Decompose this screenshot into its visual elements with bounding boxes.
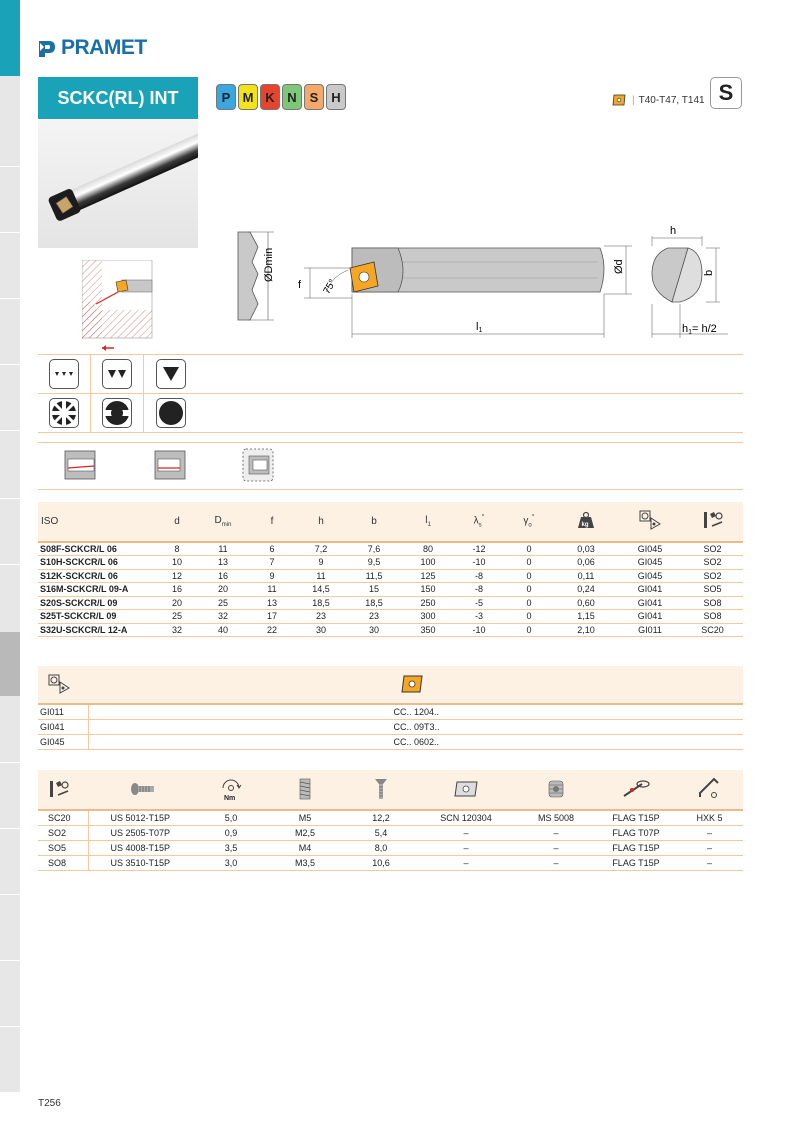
table-cell: SO5 <box>38 840 88 855</box>
table-cell: 11 <box>218 544 228 554</box>
table-cell: 7,6 <box>367 544 381 554</box>
roughing-triangle-icon <box>156 359 186 389</box>
table-cell: 3,0 <box>224 857 238 868</box>
insert-reference <box>612 94 705 106</box>
col-d: d <box>174 516 180 527</box>
current-section-tab[interactable] <box>0 632 20 696</box>
table-cell: SO2 <box>703 544 722 554</box>
table-cell: GI045 <box>637 557 663 568</box>
table-cell: S25T-SCKCR/L 09 <box>40 611 117 622</box>
col-thread <box>264 770 346 810</box>
table-cell: 0 <box>526 584 532 595</box>
table-cell: GI011 <box>638 624 662 635</box>
table-cell: SO8 <box>703 597 722 608</box>
table-cell: HXK 5 <box>696 812 723 823</box>
table-cell: US 2505-T07P <box>110 827 171 838</box>
parts-row <box>38 855 743 870</box>
table-cell: GI041 <box>38 719 88 734</box>
table-cell: 7 <box>269 557 275 568</box>
material-k-badge: K <box>260 84 280 110</box>
weight-kg-icon <box>577 511 595 529</box>
table-cell: 0 <box>526 557 532 568</box>
svg-text:kg: kg <box>581 522 589 528</box>
table-cell: S10H-SCKCR/L 06 <box>40 557 118 568</box>
table-cell: SO2 <box>703 557 722 568</box>
table-cell: 0 <box>526 570 532 581</box>
product-title: SCKC(RL) INT <box>38 77 198 119</box>
material-n-badge: N <box>282 84 302 110</box>
hex-key-icon <box>698 777 722 801</box>
table-cell: 5,4 <box>374 827 388 838</box>
table-cell: GI045 <box>38 734 88 749</box>
table-cell: S32U-SCKCR/L 12-A <box>40 624 128 635</box>
col-hex-key <box>676 770 743 810</box>
table-cell: 6 <box>269 544 275 554</box>
table-cell: 8 <box>174 544 180 554</box>
table-cell: 40 <box>217 624 228 635</box>
grade-table-header <box>38 666 743 704</box>
table-cell: GI041 <box>637 584 663 595</box>
table-row <box>38 596 743 610</box>
table-cell: SO5 <box>703 584 722 595</box>
b-label: b <box>703 269 715 276</box>
col-insert <box>618 502 682 542</box>
interrupted-cut-icon <box>49 398 79 428</box>
table-cell: 14,5 <box>312 584 330 595</box>
semi-interrupted-cut-icon <box>102 398 132 428</box>
shim-icon <box>454 780 478 798</box>
table-cell: 350 <box>420 624 436 635</box>
torque-icon <box>218 776 244 802</box>
table-cell: 13 <box>266 597 277 608</box>
application-sketch <box>82 260 154 352</box>
table-cell: US 5012-T15P <box>110 812 171 823</box>
table-cell: 0,24 <box>577 584 595 595</box>
table-row <box>38 542 743 556</box>
table-cell: – <box>463 827 469 838</box>
active-chapter-tab[interactable] <box>0 0 20 76</box>
table-cell: SO2 <box>38 825 88 840</box>
table-cell: 0,03 <box>577 544 595 554</box>
grade-row <box>38 734 743 749</box>
spare-parts-icon <box>702 510 724 530</box>
table-cell: 0 <box>526 624 532 635</box>
parts-row <box>38 810 743 825</box>
hole-type-row <box>38 442 743 490</box>
shim-screw-icon <box>545 778 567 800</box>
table-cell: 100 <box>420 557 436 568</box>
rhombic-insert-icon <box>612 94 626 106</box>
not-recommended-hole-icon <box>242 448 274 482</box>
col-shim <box>416 770 516 810</box>
col-key <box>596 770 676 810</box>
table-cell: SC20 <box>38 810 88 825</box>
table-cell: 11 <box>316 570 326 581</box>
table-cell: SCN 120304 <box>440 812 492 823</box>
table-cell: 9 <box>269 570 275 581</box>
table-cell: 25 <box>171 611 182 622</box>
table-row <box>38 623 743 637</box>
table-cell: 125 <box>420 570 436 581</box>
page-number: T256 <box>38 1098 61 1109</box>
col-dmin: $D_{min}$ <box>214 515 232 528</box>
side-chapter-strip <box>0 0 20 1092</box>
table-cell: 13 <box>217 557 228 568</box>
table-cell: M4 <box>298 842 312 853</box>
angle-label: 75° <box>321 277 339 297</box>
table-cell: 18,5 <box>312 597 330 608</box>
material-groups <box>216 84 346 110</box>
parts-row <box>38 840 743 855</box>
table-cell: S16M-SCKCR/L 09-A <box>40 584 129 595</box>
table-cell: US 4008-T15P <box>110 842 171 853</box>
table-cell: 0,11 <box>577 570 595 581</box>
material-s-badge: S <box>304 84 324 110</box>
table-cell: – <box>463 857 469 868</box>
table-cell: 20 <box>217 584 228 595</box>
spare-parts-icon <box>48 779 70 799</box>
table-cell: 8,0 <box>374 842 388 853</box>
table-cell: – <box>706 857 712 868</box>
table-cell: 23 <box>368 611 379 622</box>
table-cell: 0,60 <box>577 597 595 608</box>
table-cell: GI045 <box>637 544 663 554</box>
table-cell: M2,5 <box>294 827 315 838</box>
table-cell: GI011 <box>38 704 88 719</box>
tool-dimensions-table <box>38 502 743 637</box>
table-cell: 2,10 <box>577 624 595 635</box>
table-cell: 23 <box>315 611 326 622</box>
table-header <box>38 502 743 542</box>
col-torque <box>198 770 264 810</box>
table-cell: -8 <box>474 570 483 581</box>
continuous-cut-icon <box>156 398 186 428</box>
table-cell: M3,5 <box>294 857 315 868</box>
table-cell: 5,0 <box>224 812 238 823</box>
table-cell: 3,5 <box>224 842 238 853</box>
screw-icon <box>130 782 156 796</box>
col-insert-shape <box>88 666 743 704</box>
table-cell: FLAG T15P <box>612 857 660 868</box>
col-screw-length <box>346 770 416 810</box>
table-cell: M5 <box>298 812 312 823</box>
col-l1: $l_1$ <box>425 515 431 528</box>
table-cell: – <box>553 842 559 853</box>
table-cell: FLAG T07P <box>612 827 660 838</box>
insert-grade-table <box>38 666 743 750</box>
table-cell: 10 <box>171 557 182 568</box>
table-cell: SC20 <box>701 624 724 635</box>
table-cell: 17 <box>266 611 277 622</box>
table-cell: 0,9 <box>224 827 238 838</box>
insert-gauge-icon <box>639 510 661 530</box>
table-cell: CC.. 0602.. <box>393 736 440 747</box>
table-cell: 80 <box>422 544 433 554</box>
table-cell: -5 <box>474 597 483 608</box>
table-cell: 32 <box>217 611 228 622</box>
grade-row <box>38 704 743 719</box>
d-label: Ød <box>613 259 625 274</box>
table-cell: S20S-SCKCR/L 09 <box>40 597 118 608</box>
table-cell: 9,5 <box>367 557 381 568</box>
insert-reference-text: T40-T47, T141 <box>638 94 705 106</box>
col-b: b <box>371 516 377 527</box>
s-badge: S <box>710 77 742 109</box>
col-gamma: $\gamma_o^\circ$ <box>523 514 535 529</box>
table-cell: FLAG T15P <box>612 842 660 853</box>
table-cell: 12 <box>171 570 182 581</box>
table-cell: 16 <box>217 570 228 581</box>
table-row <box>38 556 743 570</box>
table-cell: GI041 <box>637 611 663 622</box>
table-cell: S08F-SCKCR/L 06 <box>40 544 117 554</box>
table-cell: US 3510-T15P <box>110 857 171 868</box>
thread-icon <box>298 778 312 800</box>
table-row <box>38 569 743 583</box>
table-cell: – <box>553 827 559 838</box>
table-cell: -10 <box>472 624 486 635</box>
torque-nm-label: Nm <box>224 794 236 802</box>
table-row <box>38 610 743 624</box>
col-f: f <box>270 516 274 527</box>
col-spare-parts <box>682 502 743 542</box>
h-label: h <box>670 225 677 237</box>
table-cell: 22 <box>266 624 277 635</box>
table-cell: 0 <box>526 544 532 554</box>
table-cell: -12 <box>472 544 486 554</box>
table-cell: 12,2 <box>372 812 390 823</box>
rhombic-insert-icon <box>401 675 423 693</box>
dmin-label: ØDmin <box>263 247 275 282</box>
blind-hole-icon <box>154 450 186 480</box>
table-cell: 11 <box>267 584 277 595</box>
table-cell: SO8 <box>38 855 88 870</box>
table-cell: CC.. 1204.. <box>393 706 440 717</box>
table-cell: – <box>553 857 559 868</box>
l1-label: l1 <box>476 321 483 334</box>
table-cell: 32 <box>171 624 182 635</box>
table-cell: SO2 <box>703 570 722 581</box>
table-cell: GI045 <box>637 570 663 581</box>
f-label: f <box>298 279 302 291</box>
table-cell: 25 <box>217 597 228 608</box>
material-m-badge: M <box>238 84 258 110</box>
table-row <box>38 583 743 597</box>
pramet-logo-mark-icon <box>38 38 58 58</box>
torx-key-icon <box>622 778 650 800</box>
table-cell: 7,2 <box>314 544 328 554</box>
col-iso: ISO <box>41 516 59 527</box>
table-cell: 0 <box>526 611 532 622</box>
table-cell: 250 <box>420 597 436 608</box>
table-cell: FLAG T15P <box>612 812 660 823</box>
table-cell: 15 <box>368 584 379 595</box>
col-shim-screw <box>516 770 596 810</box>
pramet-logo <box>38 36 147 60</box>
medium-triangles-icon <box>102 359 132 389</box>
table-cell: 30 <box>368 624 379 635</box>
table-cell: MS 5008 <box>537 812 575 823</box>
spare-parts-table <box>38 770 743 871</box>
col-h: h <box>318 516 324 527</box>
table-cell: 30 <box>315 624 326 635</box>
col-weight <box>554 502 618 542</box>
table-cell: 16 <box>171 584 182 595</box>
screw-length-icon <box>374 778 388 800</box>
table-cell: GI041 <box>637 597 663 608</box>
table-cell: 20 <box>171 597 182 608</box>
parts-table-header <box>38 770 743 810</box>
table-cell: 10,6 <box>372 857 390 868</box>
finishing-small-triangles-icon <box>49 359 79 389</box>
insert-reference-separator: | <box>632 94 635 106</box>
through-hole-icon <box>64 450 96 480</box>
table-cell: SO8 <box>703 611 722 622</box>
table-cell: -10 <box>472 557 486 568</box>
table-cell: CC.. 09T3.. <box>393 721 440 732</box>
table-cell: 9 <box>318 557 324 568</box>
col-lambda: $\lambda_s^\circ$ <box>473 514 485 529</box>
table-cell: 11,5 <box>365 570 383 581</box>
product-photo <box>38 120 198 248</box>
table-cell: 0,06 <box>577 557 595 568</box>
table-cell: S12K-SCKCR/L 06 <box>40 570 118 581</box>
col-gauge <box>38 666 88 704</box>
table-cell: – <box>463 842 469 853</box>
col-screw <box>88 770 198 810</box>
col-parts-set <box>38 770 88 810</box>
table-cell: 0 <box>526 597 532 608</box>
grade-row <box>38 719 743 734</box>
table-cell: -8 <box>474 584 483 595</box>
h1-label: h1= h/2 <box>682 323 717 336</box>
table-cell: – <box>706 842 712 853</box>
brand-name: PRAMET <box>61 36 147 59</box>
table-cell: 300 <box>420 611 436 622</box>
table-cell: – <box>706 827 712 838</box>
table-cell: 150 <box>420 584 436 595</box>
table-cell: 18,5 <box>365 597 383 608</box>
material-h-badge: H <box>326 84 346 110</box>
insert-gauge-icon <box>48 674 70 694</box>
technical-drawing <box>228 212 748 342</box>
table-cell: -3 <box>474 611 483 622</box>
table-cell: 1,15 <box>577 611 595 622</box>
material-p-badge: P <box>216 84 236 110</box>
parts-row <box>38 825 743 840</box>
application-icon-grid <box>38 354 198 433</box>
